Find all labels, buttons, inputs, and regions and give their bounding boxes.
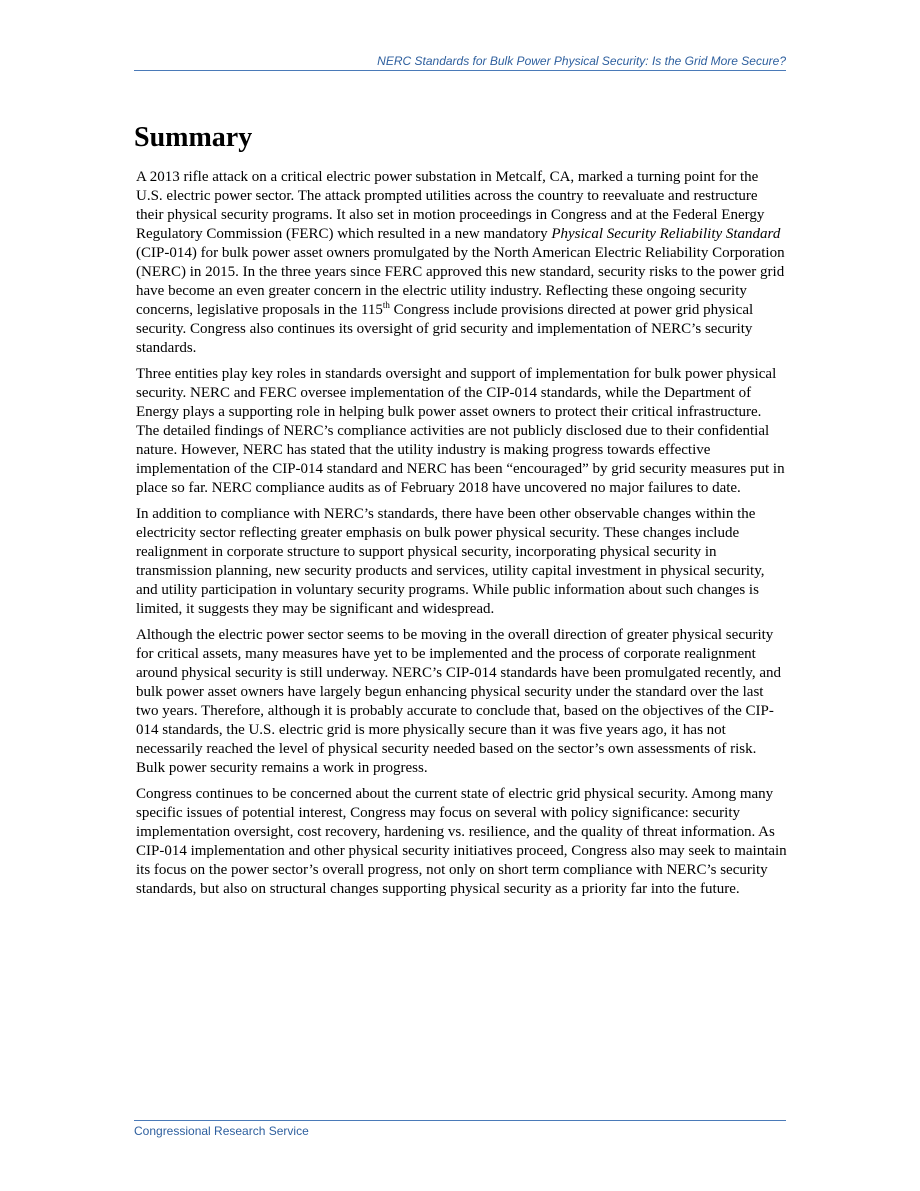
paragraph-3: In addition to compliance with NERC’s standards, there have been other observable changes within the electricity sector reflecting greater emphasis on bulk power physical security. These changes include realignment in corporate structure to support physical security, incorporating physical security in transmission planning, new security products and services, utility capital investment in physical security, and utility participation in voluntary security programs. While public information about such changes is limited, it suggests they may be significant and widespread. xyxy=(136,506,765,617)
running-header: NERC Standards for Bulk Power Physical Security: Is the Grid More Secure? xyxy=(134,54,786,71)
paragraph-5: Congress continues to be concerned about the current state of electric grid physical security. Among many specific issues of potential interest, Congress may focus on several with policy significance: security implementation oversight, cost recovery, hardening vs. resilience, and the quality of threat information. As CIP-014 implementation and other physical security initiatives proceed, Congress also may seek to maintain its focus on the power sector’s overall progress, not only on short term compliance with NERC’s security standards, but also on structural changes supporting physical security as a priority far into the future. xyxy=(136,786,787,897)
footer-publisher: Congressional Research Service xyxy=(134,1124,309,1138)
paragraph-1 xyxy=(136,168,788,358)
paragraph-1-part-a: A 2013 rifle attack on a critical electric power substation in Metcalf, CA, marked a turning point for the U.S. electric power sector. The attack prompted utilities across the country to reevaluate and restructure their physical security programs. It also set in motion proceedings in Congress and at the Federal Energy Regulatory Commission (FERC) which resulted in a new mandatory xyxy=(136,169,765,242)
paragraph-1-part-c: Congress include provisions directed at power grid physical security. Congress also continues its oversight of grid security and implementation of NERC’s security standards. xyxy=(136,302,754,356)
paragraph-1-part-b: (CIP-014) for bulk power asset owners promulgated by the North American Electric Reliability Corporation (NERC) in 2015. In the three years since FERC approved this new standard, security risks to the power grid have become an even greater concern in the electric utility industry. Reflecting these ongoing security concerns, legislative proposals in the 115 xyxy=(136,245,785,318)
standard-name: Physical Security Reliability Standard xyxy=(551,226,781,242)
paragraph-4: Although the electric power sector seems to be moving in the overall direction of greater physical security for critical assets, many measures have yet to be implemented and the process of corporate realignment around physical security is still underway. NERC’s CIP-014 standards have been promulgated recently, and bulk power asset owners have largely begun enhancing physical security under the standard over the last two years. Therefore, although it is probably accurate to conclude that, based on the objectives of the CIP-014 standards, the U.S. electric grid is more physically secure than it was five years ago, it has not necessarily reached the level of physical security needed based on the sector’s own assessments of risk. Bulk power security remains a work in progress. xyxy=(136,627,781,776)
section-title: Summary xyxy=(134,122,253,153)
paragraph-2: Three entities play key roles in standards oversight and support of implementation for bulk power physical security. NERC and FERC oversee implementation of the CIP-014 standards, while the Department of Energy plays a supporting role in helping bulk power asset owners to protect their critical infrastructure. The detailed findings of NERC’s compliance activities are not publicly disclosed due to their confidential nature. However, NERC has stated that the utility industry is making progress towards effective implementation of the CIP-014 standard and NERC has been “encouraged” by grid security measures put in place so far. NERC compliance audits as of February 2018 have uncovered no major failures to date. xyxy=(136,366,785,496)
page-footer xyxy=(134,1120,786,1138)
ordinal-suffix: th xyxy=(382,300,390,310)
summary-body xyxy=(136,168,788,906)
